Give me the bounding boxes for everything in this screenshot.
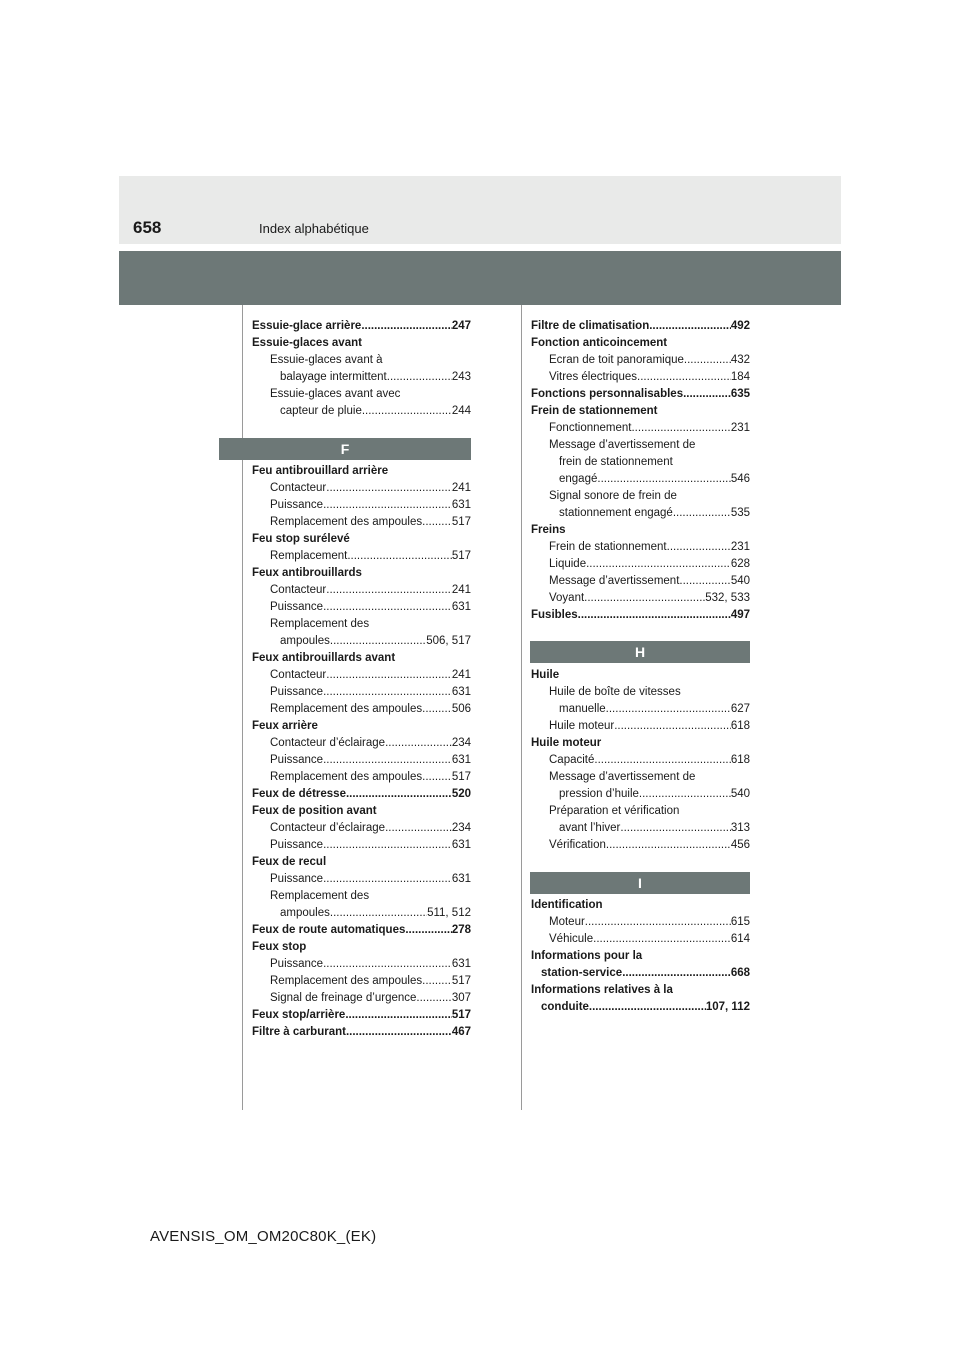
index-leader-dots <box>361 318 451 335</box>
index-leader-dots <box>326 667 452 684</box>
index-entry-page: 432 <box>730 354 750 366</box>
index-entry: Huile <box>531 669 560 681</box>
index-entry-page: 532, 533 <box>705 592 750 604</box>
index-entry: Frein de stationnement <box>531 405 658 417</box>
index-entry: Identification <box>531 899 603 911</box>
index-entry-page: 241 <box>451 669 471 681</box>
index-entry-term: stationnement engagé <box>559 507 673 519</box>
index-entry-term: Remplacement des ampoules <box>270 975 423 987</box>
index-entry <box>252 633 471 650</box>
index-entry: Message d’avertissement de <box>549 439 696 451</box>
index-entry: Informations relatives à la <box>531 984 673 996</box>
index-leader-dots <box>387 369 452 386</box>
index-entry-page: 511, 512 <box>427 907 471 919</box>
index-entry <box>531 573 750 590</box>
index-entry-page: 107, 112 <box>705 1001 750 1013</box>
index-entry-term: Feux de route automatiques <box>252 924 406 936</box>
index-entry-term: Essuie-glace arrière <box>252 320 362 332</box>
index-leader-dots <box>346 1024 452 1041</box>
index-list-e <box>252 318 471 420</box>
index-entry <box>252 871 471 888</box>
index-entry: Huile de boîte de vitesses <box>549 686 681 698</box>
index-leader-dots <box>593 931 731 948</box>
index-entry-term: Signal de freinage d’urgence <box>270 992 417 1004</box>
index-entry-page: 631 <box>451 686 471 698</box>
section-header-i: I <box>530 872 750 894</box>
index-entry-page: 614 <box>730 933 750 945</box>
index-entry-page: 241 <box>451 584 471 596</box>
index-entry-term: Remplacement des ampoules <box>270 771 423 783</box>
index-entry-term: Ecran de toit panoramique <box>549 354 684 366</box>
index-entry-page: 517 <box>451 550 471 562</box>
index-leader-dots <box>326 582 452 599</box>
index-entry-page: 231 <box>730 422 750 434</box>
index-entry-page: 635 <box>730 388 750 400</box>
column-divider-right <box>521 305 522 1110</box>
index-entry: Feux de recul <box>252 856 327 868</box>
index-entry-page: 313 <box>730 822 750 834</box>
index-entry-page: 247 <box>451 320 471 332</box>
index-entry <box>252 318 471 335</box>
index-entry <box>252 667 471 684</box>
index-entry <box>531 999 750 1016</box>
index-entry-page: 618 <box>730 720 750 732</box>
index-entry: Message d’avertissement de <box>549 771 696 783</box>
index-entry <box>531 539 750 556</box>
page-title: Index alphabétique <box>259 221 369 236</box>
index-entry-page: 631 <box>451 873 471 885</box>
index-entry <box>531 718 750 735</box>
index-entry-page: 517 <box>451 516 471 528</box>
index-entry: Feux antibrouillards avant <box>252 652 396 664</box>
index-entry-page: 517 <box>451 771 471 783</box>
index-entry-term: balayage intermittent <box>280 371 387 383</box>
index-leader-dots <box>422 973 452 990</box>
index-entry <box>531 420 750 437</box>
index-entry <box>252 582 471 599</box>
index-entry: Signal sonore de frein de <box>549 490 677 502</box>
index-entry-term: Contacteur <box>270 669 327 681</box>
index-entry-page: 241 <box>451 482 471 494</box>
index-entry <box>252 837 471 854</box>
section-header-h: H <box>530 641 750 663</box>
index-entry-term: Remplacement des ampoules <box>270 703 423 715</box>
index-entry-term: ampoules <box>280 635 330 647</box>
index-entry-term: conduite <box>541 1001 589 1013</box>
index-leader-dots <box>326 480 452 497</box>
index-leader-dots <box>385 735 452 752</box>
index-list-i <box>531 897 750 1016</box>
index-entry <box>531 505 750 522</box>
index-entry-term: Feux stop/arrière <box>252 1009 346 1021</box>
index-entry <box>252 514 471 531</box>
index-entry <box>531 369 750 386</box>
index-entry-page: 492 <box>730 320 750 332</box>
index-leader-dots <box>323 837 452 854</box>
index-entry-term: Moteur <box>549 916 585 928</box>
index-entry-page: 517 <box>451 975 471 987</box>
index-entry <box>252 905 471 922</box>
index-entry-page: 456 <box>730 839 750 851</box>
index-entry-page: 467 <box>451 1026 471 1038</box>
index-leader-dots <box>649 318 731 335</box>
index-entry <box>252 684 471 701</box>
index-leader-dots <box>422 514 452 531</box>
index-entry: Feux antibrouillards <box>252 567 362 579</box>
index-entry-term: manuelle <box>559 703 606 715</box>
header-top-band <box>119 176 841 244</box>
index-leader-dots <box>422 769 452 786</box>
index-entry-page: 243 <box>451 371 471 383</box>
index-entry <box>531 820 750 837</box>
index-entry-term: Contacteur d’éclairage <box>270 737 386 749</box>
header-dark-band <box>119 251 841 305</box>
index-entry <box>252 769 471 786</box>
index-entry-term: Puissance <box>270 499 324 511</box>
index-entry-term: Contacteur <box>270 584 327 596</box>
index-entry <box>252 752 471 769</box>
index-leader-dots <box>606 701 731 718</box>
index-entry-page: 307 <box>451 992 471 1004</box>
index-entry-page: 631 <box>451 839 471 851</box>
index-leader-dots <box>323 684 452 701</box>
index-entry <box>531 556 750 573</box>
index-entry <box>252 922 471 939</box>
index-entry: Essuie-glaces avant à <box>270 354 383 366</box>
index-entry-page: 546 <box>730 473 750 485</box>
index-leader-dots <box>345 1007 451 1024</box>
index-entry: Feu stop surélevé <box>252 533 350 545</box>
index-leader-dots <box>385 820 452 837</box>
index-entry: Remplacement des <box>270 890 370 902</box>
index-list-f <box>252 463 471 1041</box>
index-entry <box>252 480 471 497</box>
index-entry <box>252 599 471 616</box>
index-entry <box>531 318 750 335</box>
index-entry-term: Contacteur d’éclairage <box>270 822 386 834</box>
index-entry-term: Puissance <box>270 958 324 970</box>
index-leader-dots <box>323 497 452 514</box>
index-entry-page: 244 <box>451 405 471 417</box>
index-leader-dots <box>589 999 706 1016</box>
section-header-f: F <box>219 438 471 460</box>
index-leader-dots <box>684 352 731 369</box>
index-entry: Huile moteur <box>531 737 602 749</box>
index-entry: Essuie-glaces avant avec <box>270 388 401 400</box>
index-entry-page: 631 <box>451 958 471 970</box>
index-entry-page: 631 <box>451 601 471 613</box>
index-entry <box>531 590 750 607</box>
index-leader-dots <box>683 386 731 403</box>
index-leader-dots <box>667 539 731 556</box>
index-entry-term: Liquide <box>549 558 587 570</box>
index-entry-term: Message d’avertissement <box>549 575 680 587</box>
index-entry-term: Fonctionnement <box>549 422 632 434</box>
index-entry <box>252 820 471 837</box>
index-entry-term: Voyant <box>549 592 585 604</box>
index-entry-term: Vérification <box>549 839 606 851</box>
index-leader-dots <box>346 786 452 803</box>
index-entry <box>531 386 750 403</box>
index-entry-page: 631 <box>451 499 471 511</box>
index-leader-dots <box>597 471 730 488</box>
index-leader-dots <box>584 590 705 607</box>
index-entry <box>252 990 471 1007</box>
index-entry-term: Capacité <box>549 754 595 766</box>
index-entry <box>252 548 471 565</box>
index-leader-dots <box>673 505 731 522</box>
index-entry-page: 234 <box>451 822 471 834</box>
index-entry-page: 535 <box>730 507 750 519</box>
index-leader-dots <box>405 922 451 939</box>
index-entry <box>252 1007 471 1024</box>
index-entry <box>531 931 750 948</box>
index-entry-term: Puissance <box>270 601 324 613</box>
index-leader-dots <box>620 820 730 837</box>
index-entry <box>252 497 471 514</box>
index-entry-term: Puissance <box>270 686 324 698</box>
index-entry-page: 618 <box>730 754 750 766</box>
index-entry <box>252 973 471 990</box>
index-entry-term: Filtre à carburant <box>252 1026 346 1038</box>
index-entry-page: 628 <box>730 558 750 570</box>
page-number: 658 <box>133 218 162 237</box>
index-leader-dots <box>362 403 452 420</box>
index-entry <box>252 403 471 420</box>
index-entry-term: engagé <box>559 473 598 485</box>
index-entry <box>252 735 471 752</box>
index-entry-term: Frein de stationnement <box>549 541 667 553</box>
index-leader-dots <box>323 752 452 769</box>
index-entry-term: Fonctions personnalisables <box>531 388 684 400</box>
index-entry: Feux arrière <box>252 720 318 732</box>
index-entry-page: 668 <box>730 967 750 979</box>
index-leader-dots <box>639 786 731 803</box>
index-entry: Freins <box>531 524 566 536</box>
index-entry-term: Feux de détresse <box>252 788 346 800</box>
index-entry-term: station-service <box>541 967 623 979</box>
column-divider-left <box>242 305 243 1110</box>
index-entry-term: pression d’huile <box>559 788 639 800</box>
index-entry <box>252 701 471 718</box>
index-entry-term: Véhicule <box>549 933 594 945</box>
index-list-h <box>531 667 750 854</box>
index-entry-page: 278 <box>451 924 471 936</box>
index-entry: Fonction anticoincement <box>531 337 668 349</box>
index-entry: Préparation et vérification <box>549 805 680 817</box>
index-entry-page: 627 <box>730 703 750 715</box>
index-entry <box>531 786 750 803</box>
index-entry <box>531 965 750 982</box>
index-leader-dots <box>679 573 730 590</box>
index-entry-page: 517 <box>451 1009 471 1021</box>
index-leader-dots <box>622 965 731 982</box>
index-entry <box>531 471 750 488</box>
index-entry <box>531 837 750 854</box>
index-entry <box>252 1024 471 1041</box>
index-leader-dots <box>585 914 731 931</box>
index-entry <box>531 607 750 624</box>
index-entry-term: Vitres électriques <box>549 371 637 383</box>
index-entry-page: 540 <box>730 788 750 800</box>
index-entry-term: Contacteur <box>270 482 327 494</box>
index-entry <box>252 369 471 386</box>
index-leader-dots <box>323 956 452 973</box>
index-entry-page: 540 <box>730 575 750 587</box>
document-code: AVENSIS_OM_OM20C80K_(EK) <box>150 1228 377 1245</box>
index-entry <box>252 786 471 803</box>
index-entry-term: Filtre de climatisation <box>531 320 650 332</box>
index-leader-dots <box>637 369 731 386</box>
index-entry: Remplacement des <box>270 618 370 630</box>
index-entry-page: 184 <box>730 371 750 383</box>
index-entry-term: Fusibles <box>531 609 578 621</box>
index-leader-dots <box>330 905 427 922</box>
index-entry <box>252 956 471 973</box>
index-entry-page: 234 <box>451 737 471 749</box>
index-list-f-continued <box>531 318 750 624</box>
index-entry <box>531 914 750 931</box>
index-entry-term: Remplacement <box>270 550 348 562</box>
index-leader-dots <box>586 556 731 573</box>
index-leader-dots <box>422 701 452 718</box>
index-entry: Essuie-glaces avant <box>252 337 362 349</box>
index-entry-term: Puissance <box>270 873 324 885</box>
index-entry-page: 615 <box>730 916 750 928</box>
index-entry <box>531 752 750 769</box>
index-leader-dots <box>323 871 452 888</box>
index-entry-page: 631 <box>451 754 471 766</box>
index-entry-term: avant l’hiver <box>559 822 621 834</box>
index-entry-page: 497 <box>730 609 750 621</box>
index-entry-term: capteur de pluie <box>280 405 362 417</box>
index-leader-dots <box>323 599 452 616</box>
index-entry: Informations pour la <box>531 950 643 962</box>
index-leader-dots <box>594 752 730 769</box>
index-leader-dots <box>347 548 451 565</box>
index-entry-page: 231 <box>730 541 750 553</box>
index-entry: Feux stop <box>252 941 307 953</box>
index-entry-page: 506 <box>451 703 471 715</box>
index-entry-term: Puissance <box>270 754 324 766</box>
index-entry: Feux de position avant <box>252 805 377 817</box>
index-entry <box>531 701 750 718</box>
index-entry-page: 520 <box>451 788 471 800</box>
index-entry-term: ampoules <box>280 907 330 919</box>
index-entry-term: Puissance <box>270 839 324 851</box>
index-entry-term: Remplacement des ampoules <box>270 516 423 528</box>
index-leader-dots <box>416 990 451 1007</box>
index-entry: Feu antibrouillard arrière <box>252 465 389 477</box>
index-leader-dots <box>614 718 731 735</box>
index-entry-term: Huile moteur <box>549 720 615 732</box>
index-entry-page: 506, 517 <box>426 635 471 647</box>
index-leader-dots <box>606 837 731 854</box>
index-leader-dots <box>578 607 731 624</box>
index-leader-dots <box>330 633 426 650</box>
index-entry <box>531 352 750 369</box>
index-entry: frein de stationnement <box>559 456 673 468</box>
index-leader-dots <box>631 420 730 437</box>
